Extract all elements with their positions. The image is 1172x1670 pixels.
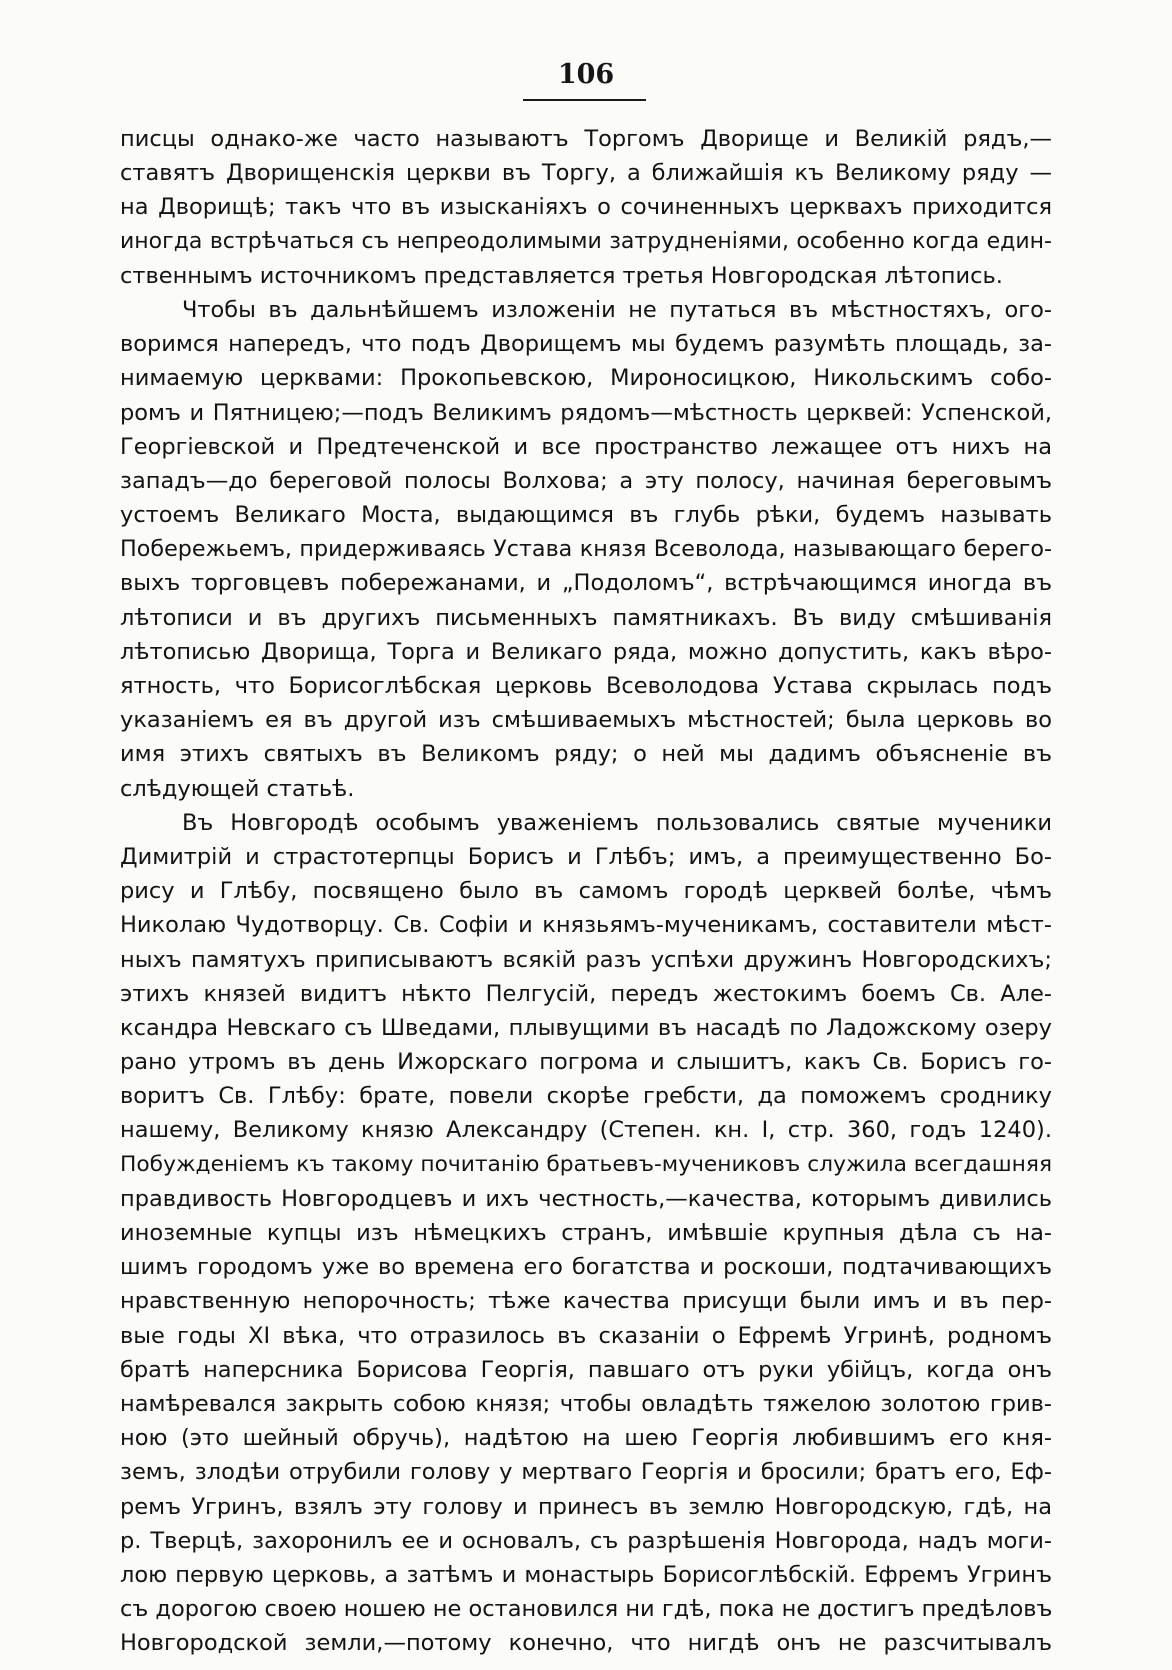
text-line: западъ—до береговой полосы Волхова; а эту полосу, начиная береговымъ [120, 467, 1052, 494]
text-line: нравственную непорочность; тѣже качества присущи были имъ и въ пер- [120, 1288, 1052, 1315]
text-line: р. Тверцѣ, захоронилъ ее и основалъ, съ разрѣшенія Новгорода, надъ моги- [120, 1527, 1052, 1554]
text-line: Чтобы въ дальнѣйшемъ изложеніи не путаться въ мѣстностяхъ, ого- [182, 296, 1052, 323]
text-line: Николаю Чудотворцу. Св. Софіи и князьямъ-мученикамъ, составители мѣст- [120, 912, 1052, 939]
text-line: на Дворищѣ; такъ что въ изысканіяхъ о сочиненныхъ церквахъ приходится [120, 194, 1052, 221]
text-line: иноземные купцы изъ нѣмецкихъ странъ, имѣвшіе крупныя дѣла съ на- [120, 1220, 1052, 1246]
text-line: выхъ торговцевъ побережанами, и „Подоломъ“, встрѣчающимся иногда въ [120, 570, 1052, 597]
text-line: воримся напередъ, что подъ Дворищемъ мы будемъ разумѣть площадь, за- [120, 331, 1052, 358]
text-line: рано утромъ въ день Ижорскаго погрома и слышитъ, какъ Св. Борисъ го- [120, 1049, 1052, 1076]
text-line: указаніемъ ея въ другой изъ смѣшиваемыхъ мѣстностей; была церковь во [120, 707, 1052, 734]
text-line: съ дорогою своею ношею не остановился ни гдѣ, пока не достигъ предѣловъ [120, 1596, 1053, 1623]
text-line: слѣдующей статьѣ. [120, 775, 355, 802]
text-line: Побужденіемъ къ такому почитанію братьевъ-мучениковъ служила всегдашняя [120, 1151, 1053, 1177]
text-line: лою первую церковь, а затѣмъ и монастырь Борисоглѣбскій. Ефремъ Угринъ [120, 1561, 1052, 1588]
text-line: намѣревался закрыть собою князя; чтобы овладѣть тяжелою золотою грив- [120, 1390, 1052, 1417]
page-number: 106 [557, 59, 615, 90]
text-line: ставятъ Дворищенскія церкви въ Торгу, а ближайшія къ Великому ряду — [120, 160, 1052, 187]
text-line: ремъ Угринъ, взялъ эту голову и принесъ въ землю Новгородскую, гдѣ, на [120, 1493, 1052, 1520]
text-line: шимъ городомъ уже во времена его богатства и роскоши, подтачивающихъ [120, 1254, 1052, 1281]
body-text [120, 122, 1052, 1660]
text-line: ксандра Невскаго съ Шведами, плывущими въ насадѣ по Ладожскому озеру [120, 1014, 1052, 1041]
text-line: ственнымъ источникомъ представляется третья Новгородская лѣтопись. [120, 262, 1003, 289]
text-line: лѣтописи и въ другихъ письменныхъ памятникахъ. Въ виду смѣшиванія [120, 604, 1052, 631]
text-line: ныхъ памятухъ приписываютъ всякій разъ успѣхи дружинъ Новгородскихъ; [120, 946, 1052, 973]
text-line: земъ, злодѣи отрубили голову у мертваго Георгія и бросили; братъ его, Еф- [120, 1459, 1052, 1486]
text-line: нашему, Великому князю Александру (Степен. кн. I, стр. 360, годъ 1240). [120, 1117, 1052, 1144]
text-line: братѣ наперсника Борисова Георгія, павшаго отъ руки убійцъ, когда онъ [120, 1356, 1052, 1383]
text-line: Новгородской земли,—потому конечно, что нигдѣ онъ не разсчитывалъ [120, 1630, 1052, 1657]
text-line: Въ Новгородѣ особымъ уваженіемъ пользовались святые мученики [182, 809, 1052, 836]
text-line: Георгіевской и Предтеченской и все пространство лежащее отъ нихъ на [120, 433, 1052, 460]
text-line: ною (это шейный обручь), надѣтою на шею Георгія любившимъ его кня- [120, 1425, 1052, 1452]
text-line: вые годы XI вѣка, что отразилось въ сказаніи о Ефремѣ Угринѣ, родномъ [120, 1322, 1052, 1349]
text-line: этихъ князей видитъ нѣкто Пелгусій, передъ жестокимъ боемъ Св. Але- [120, 980, 1052, 1007]
text-line: Побережьемъ, придерживаясь Устава князя Всеволода, называющаго берего- [120, 536, 1052, 563]
text-line: имя этихъ святыхъ въ Великомъ ряду; о ней мы дадимъ объясненіе въ [120, 741, 1052, 768]
text-line: воритъ Св. Глѣбу: брате, повели скорѣе гребсти, да поможемъ сроднику [120, 1083, 1052, 1110]
text-line: ромъ и Пятницею;—подъ Великимъ рядомъ—мѣстность церквей: Успенской, [120, 399, 1052, 426]
text-line: рису и Глѣбу, посвящено было въ самомъ городѣ церквей болѣе, чѣмъ [120, 878, 1052, 905]
text-line: правдивость Новгородцевъ и ихъ честность,—качества, которымъ дивились [120, 1185, 1052, 1212]
text-line: Димитрій и страстотерпцы Борисъ и Глѣбъ; имъ, а преимущественно Бо- [120, 843, 1052, 870]
text-line: писцы однако-же часто называютъ Торгомъ Дворище и Великій рядъ,— [120, 126, 1052, 152]
text-line: ятность, что Борисоглѣбская церковь Всеволодова Устава скрылась подъ [120, 673, 1052, 699]
text-line: устоемъ Великаго Моста, выдающимся въ глубь рѣки, будемъ называть [120, 502, 1052, 529]
text-line: нимаемую церквами: Прокопьевскою, Мироносицкою, Никольскимъ собо- [120, 365, 1052, 392]
page-number-rule [523, 99, 646, 101]
text-line: иногда встрѣчаться съ непреодолимыми затрудненіями, особенно когда един- [120, 228, 1052, 254]
text-line: лѣтописью Дворища, Торга и Великаго ряда, можно допустить, какъ вѣро- [120, 638, 1052, 665]
